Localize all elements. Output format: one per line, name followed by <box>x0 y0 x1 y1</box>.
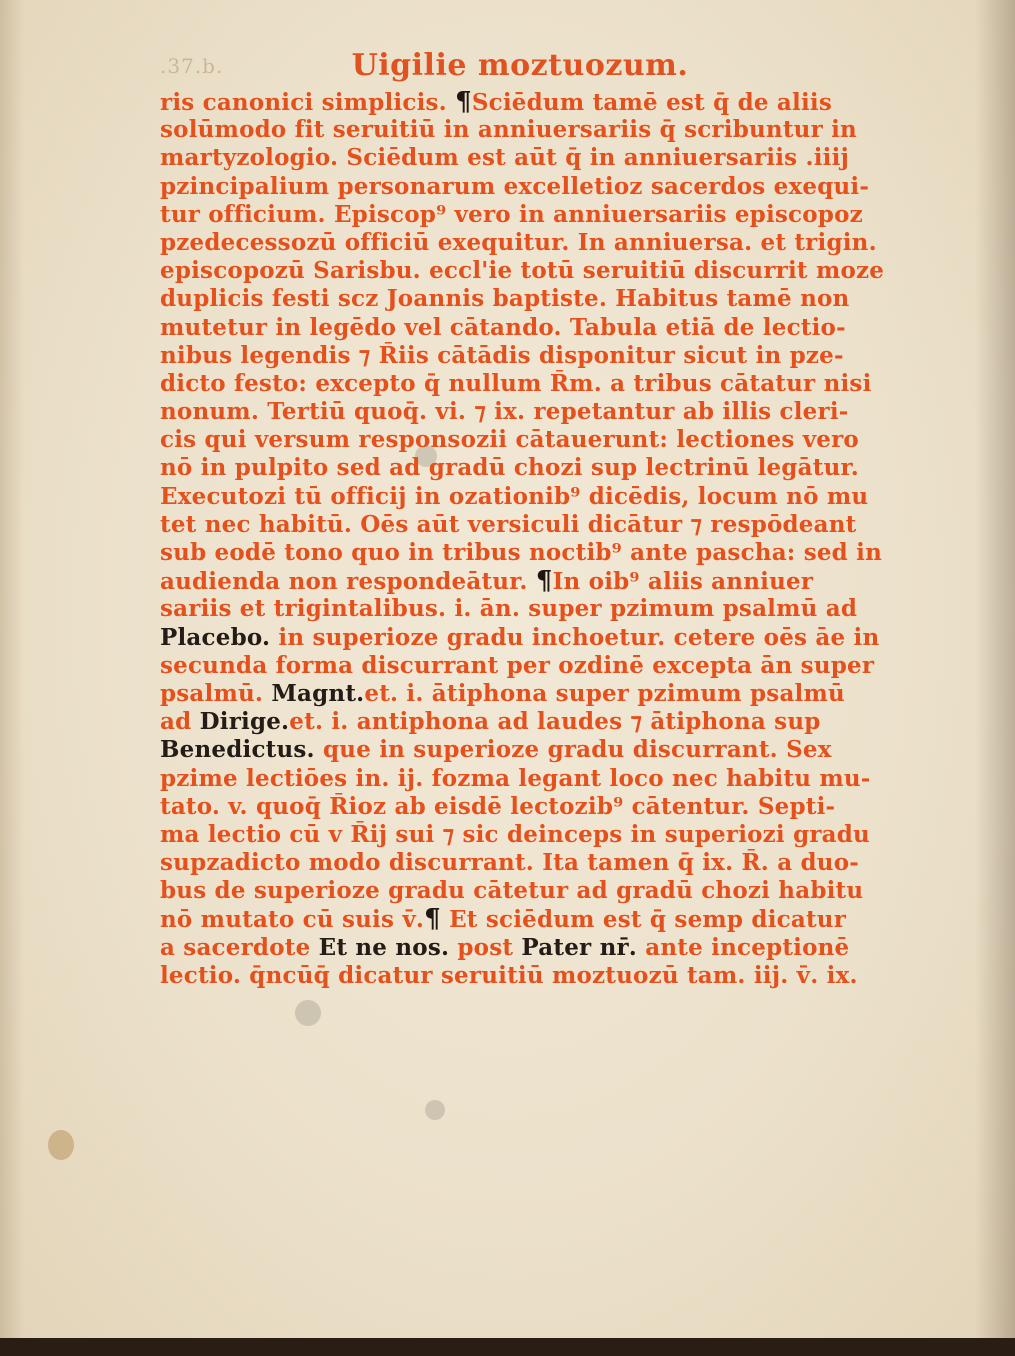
scan-border <box>0 1338 1015 1356</box>
pilcrow-mark: ¶ <box>424 905 441 934</box>
text-span: Sciēdum tamē est q̄ de aliis <box>471 89 832 116</box>
text-line: pzincipalium personarum excelletioz sacerdos exequi- <box>160 172 870 200</box>
text-line: mutetur in legēdo vel cātando. Tabula etiā de lectio- <box>160 313 846 341</box>
text-span: audienda non respondeātur. <box>160 568 528 596</box>
incipit-black: Et ne nos. <box>318 933 450 961</box>
text-line: tet nec habitū. Oēs aūt versiculi dicātur ⁊ respōdeant <box>160 510 857 538</box>
text-span: et. i. antiphona ad laudes ⁊ ātiphona sup <box>289 708 821 736</box>
text-span: nō mutato cū suis v̄. <box>160 906 425 934</box>
running-head: Uigilie moztuozum. <box>351 48 689 83</box>
incipit-black: Placebo. <box>160 623 271 651</box>
text-line: supzadicto modo discurrant. Ita tamen q̄ ix. R̄. a duo- <box>160 849 860 877</box>
text-line: nonum. Tertiū quoq̄. vi. ⁊ ix. repetantur ab illis cleri- <box>160 398 849 426</box>
incipit-black: Dirige. <box>199 708 290 736</box>
incipit-black: Pater nr̄. <box>521 933 638 961</box>
text-span: ante inceptionē <box>645 933 850 961</box>
paper-stain <box>425 1100 445 1120</box>
text-span: post <box>457 933 514 961</box>
text-line: ma lectio cū v R̄ij sui ⁊ sic deinceps in superiozi gradu <box>160 820 870 848</box>
text-line <box>160 567 950 595</box>
text-line <box>160 88 950 116</box>
text-span: In oib⁹ aliis anniuer <box>552 568 814 596</box>
text-line: tur officium. Episcop⁹ vero in anniuersariis episcopoz <box>160 200 863 228</box>
text-span: ad <box>160 708 192 736</box>
pilcrow-mark: ¶ <box>535 567 553 596</box>
text-span: a sacerdote <box>160 933 311 961</box>
text-line: duplicis festi scz Joannis baptiste. Habitus tamē non <box>160 285 850 313</box>
text-line: Executozi tū officij in ozationib⁹ dicēdis, locum nō mu <box>160 482 869 510</box>
text-line: sub eodē tono quo in tribus noctib⁹ ante pascha: sed in <box>160 539 883 566</box>
text-line: solūmodo fit seruitiū in anniuersariis q̄ scribuntur in <box>160 116 857 144</box>
text-line: secunda forma discurrant per ozdinē excepta ān super <box>160 651 875 679</box>
text-span: que in superioze gradu discurrant. Sex <box>322 736 832 764</box>
text-span: et. i. ātiphona super pzimum psalmū <box>364 679 845 707</box>
text-line <box>160 934 950 962</box>
pilcrow-mark: ¶ <box>455 88 472 117</box>
text-line <box>160 624 950 652</box>
text-span: in superioze gradu inchoetur. cetere oēs āe in <box>278 623 880 651</box>
incipit-black: Benedictus. <box>160 736 315 764</box>
text-span: psalmū. <box>160 679 264 707</box>
text-span: ris canonici simplicis. <box>160 89 447 116</box>
text-line <box>160 680 950 708</box>
text-line: lectio. q̄ncūq̄ dicatur seruitiū moztuozū tam. iij. v̄. ix. <box>160 961 858 989</box>
page-edge-shadow <box>975 0 1015 1356</box>
text-line: sariis et trigintalibus. i. ān. super pzimum psalmū ad <box>160 595 858 623</box>
text-line: pzime lectiōes in. ij. fozma legant loco nec habitu mu- <box>160 764 871 792</box>
paper-stain <box>48 1130 74 1160</box>
text-line: pzedecessozū officiū exequitur. In anniuersa. et trigin. <box>160 228 877 256</box>
incipit-black: Magnt. <box>271 679 365 707</box>
text-line: episcopozū Sarisbu. eccl'ie totū seruitiū discurrit moze <box>160 257 885 285</box>
text-line <box>160 708 950 736</box>
text-line <box>160 736 950 764</box>
text-line <box>160 905 950 933</box>
text-line: bus de superioze gradu cātetur ad gradū chozi habitu <box>160 877 864 905</box>
text-span: Et sciēdum est q̄ semp dicatur <box>449 906 847 934</box>
text-line: cis qui versum responsozii cātauerunt: lectiones vero <box>160 426 859 454</box>
text-line: dicto festo: excepto q̄ nullum R̄m. a tribus cātatur nisi <box>160 369 872 397</box>
folio-number: .37.b. <box>160 54 224 78</box>
paper-stain <box>295 1000 321 1026</box>
text-line: martyzologio. Sciēdum est aūt q̄ in anniuersariis .iiij <box>160 144 850 172</box>
text-block <box>160 88 950 990</box>
text-line: tato. v. quoq̄ R̄ioz ab eisdē lectozib⁹ cātentur. Septi- <box>160 792 836 820</box>
text-line: nō in pulpito sed ad gradū chozi sup lectrinū legātur. <box>160 454 859 482</box>
text-line: nibus legendis ⁊ R̄iis cātādis disponitur sicut in pze- <box>160 341 844 369</box>
page-gutter-shadow <box>0 0 24 1356</box>
